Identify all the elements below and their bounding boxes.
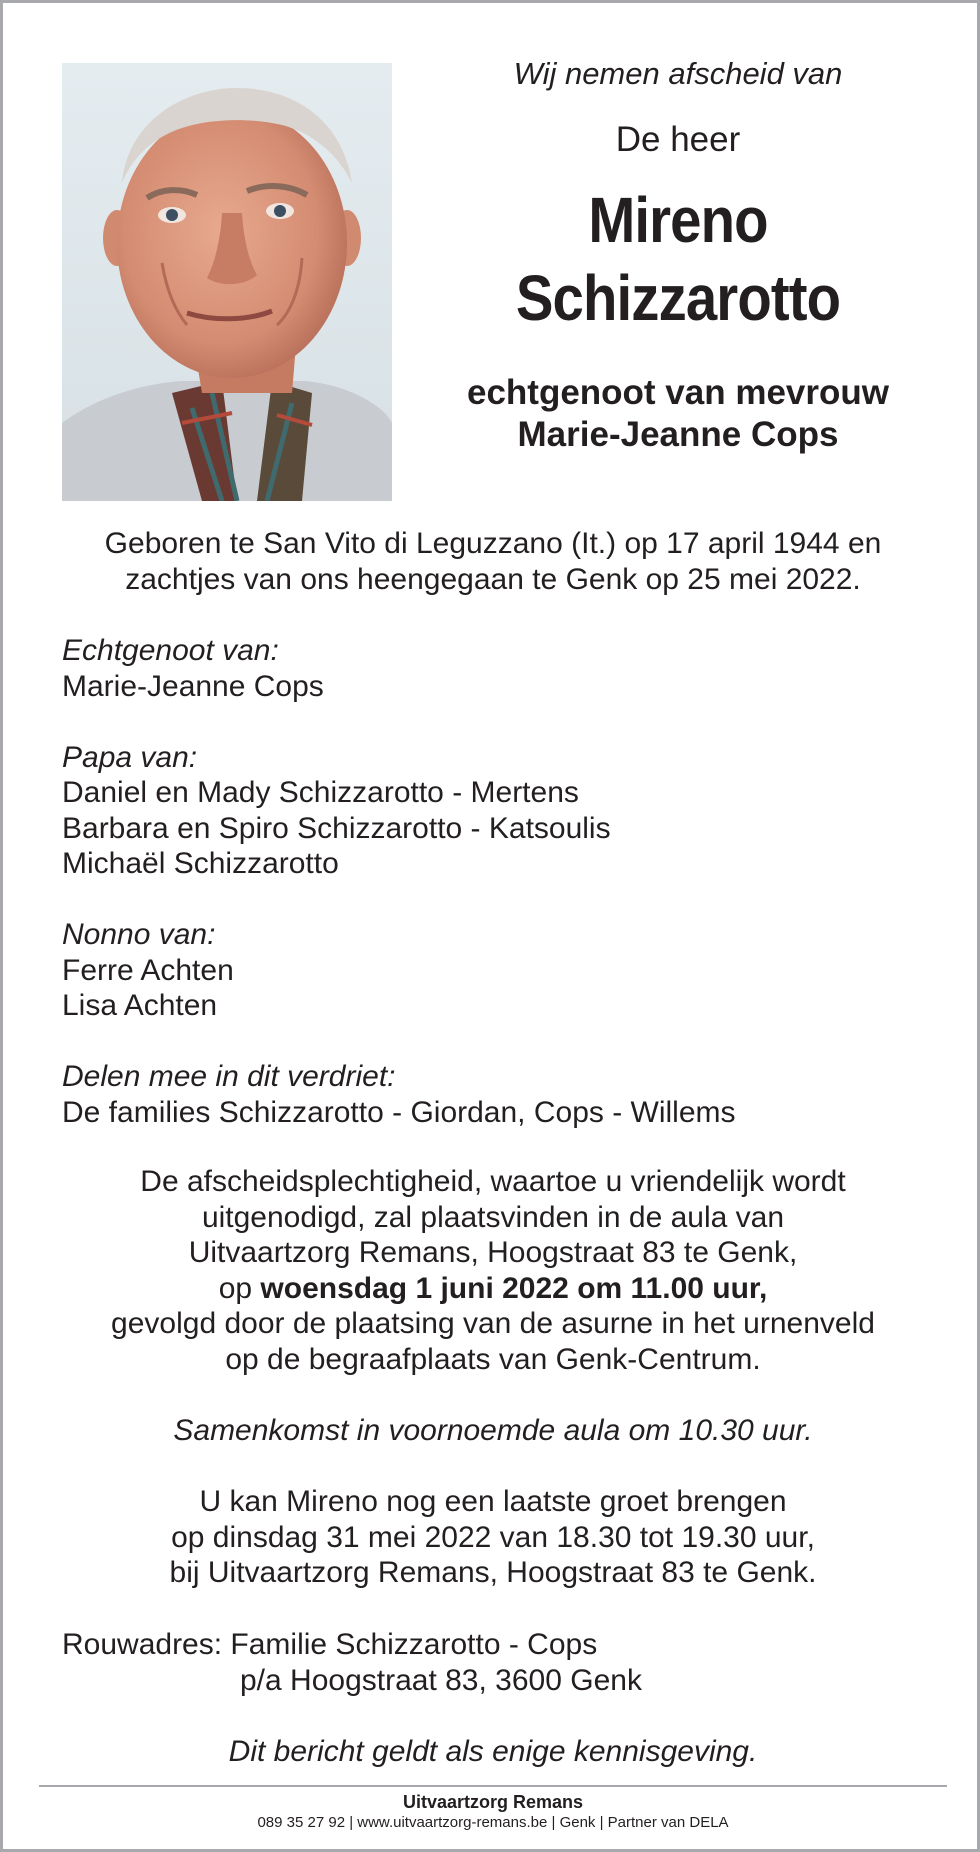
mourning-address (62, 1627, 942, 1698)
ceremony-text (43, 1164, 943, 1377)
family-group-children (62, 740, 942, 882)
family-name: Lisa Achten (62, 989, 218, 1022)
born-line-1: Geboren te San Vito di Leguzzano (It.) op 17 april 1944 en (104, 527, 882, 560)
visit-line: U kan Mireno nog een laatste groet brengen (199, 1485, 787, 1518)
family-name: Barbara en Spiro Schizzarotto - Katsoulis (62, 811, 611, 845)
spouse-heading (443, 372, 913, 456)
ceremony-line: op de begraafplaats van Genk-Centrum. (225, 1342, 761, 1376)
footer-company: Uitvaartzorg Remans (402, 1792, 584, 1812)
spouse-line-2: Marie-Jeanne Cops (517, 415, 839, 454)
visit-line: op dinsdag 31 mei 2022 van 18.30 tot 19.30 uur, (171, 1520, 815, 1554)
family-name: Michaël Schizzarotto (62, 847, 339, 880)
ceremony-line: gevolgd door de plaatsing van de asurne in het urnenveld (111, 1307, 875, 1340)
family-group-grandchildren (62, 917, 942, 1024)
birth-death-text (43, 526, 943, 598)
notice-text: Dit bericht geldt als enige kennisgeving. (228, 1735, 758, 1768)
salutation: De heer (615, 120, 741, 159)
family-label: Echtgenoot van: (62, 634, 279, 667)
last-name: Schizzarotto (515, 262, 841, 334)
deceased-name (471, 181, 885, 337)
family-name: Marie-Jeanne Cops (62, 669, 324, 703)
gathering-text: Samenkomst in voornoemde aula om 10.30 uur. (173, 1414, 813, 1447)
visit-line: bij Uitvaartzorg Remans, Hoogstraat 83 te Genk. (169, 1556, 817, 1589)
ceremony-line: Uitvaartzorg Remans, Hoogstraat 83 te Genk, (188, 1236, 798, 1269)
header-block (443, 53, 913, 456)
address-line-2: p/a Hoogstraat 83, 3600 Genk (240, 1663, 642, 1697)
family-name: Daniel en Mady Schizzarotto - Mertens (62, 776, 579, 809)
ceremony-line: De afscheidsplechtigheid, waartoe u vriendelijk wordt (140, 1165, 846, 1198)
footer-divider (39, 1785, 947, 1787)
family-label: Delen mee in dit verdriet: (62, 1060, 396, 1093)
born-line-2: zachtjes van ons heengegaan te Genk op 25 mei 2022. (125, 563, 861, 596)
ceremony-date-line (43, 1271, 943, 1307)
spouse-line-1: echtgenoot van mevrouw (466, 373, 890, 412)
family-label: Nonno van: (62, 918, 216, 951)
portrait-photo-icon (62, 63, 392, 501)
family-name: Ferre Achten (62, 953, 234, 987)
address-line-1: Rouwadres: Familie Schizzarotto - Cops (62, 1628, 598, 1661)
footer-contact: 089 35 27 92 | www.uitvaartzorg-remans.be | Genk | Partner van DELA (257, 1814, 729, 1831)
ceremony-line: uitgenodigd, zal plaatsvinden in de aula van (201, 1200, 785, 1234)
family-label: Papa van: (62, 740, 198, 774)
ceremony-date: woensdag 1 juni 2022 om 11.00 uur, (260, 1271, 768, 1305)
portrait-photo (62, 63, 392, 501)
ceremony-date-prefix: op (218, 1271, 261, 1305)
family-name: De families Schizzarotto - Giordan, Cops - Willems (62, 1095, 736, 1129)
family-group-mourners (62, 1059, 942, 1130)
family-list (62, 633, 942, 1166)
visitation-text (43, 1484, 943, 1591)
intro-text: Wij nemen afscheid van (513, 56, 843, 91)
first-name: Mireno (588, 184, 768, 256)
footer (43, 1791, 943, 1833)
family-group-spouse (62, 633, 942, 704)
